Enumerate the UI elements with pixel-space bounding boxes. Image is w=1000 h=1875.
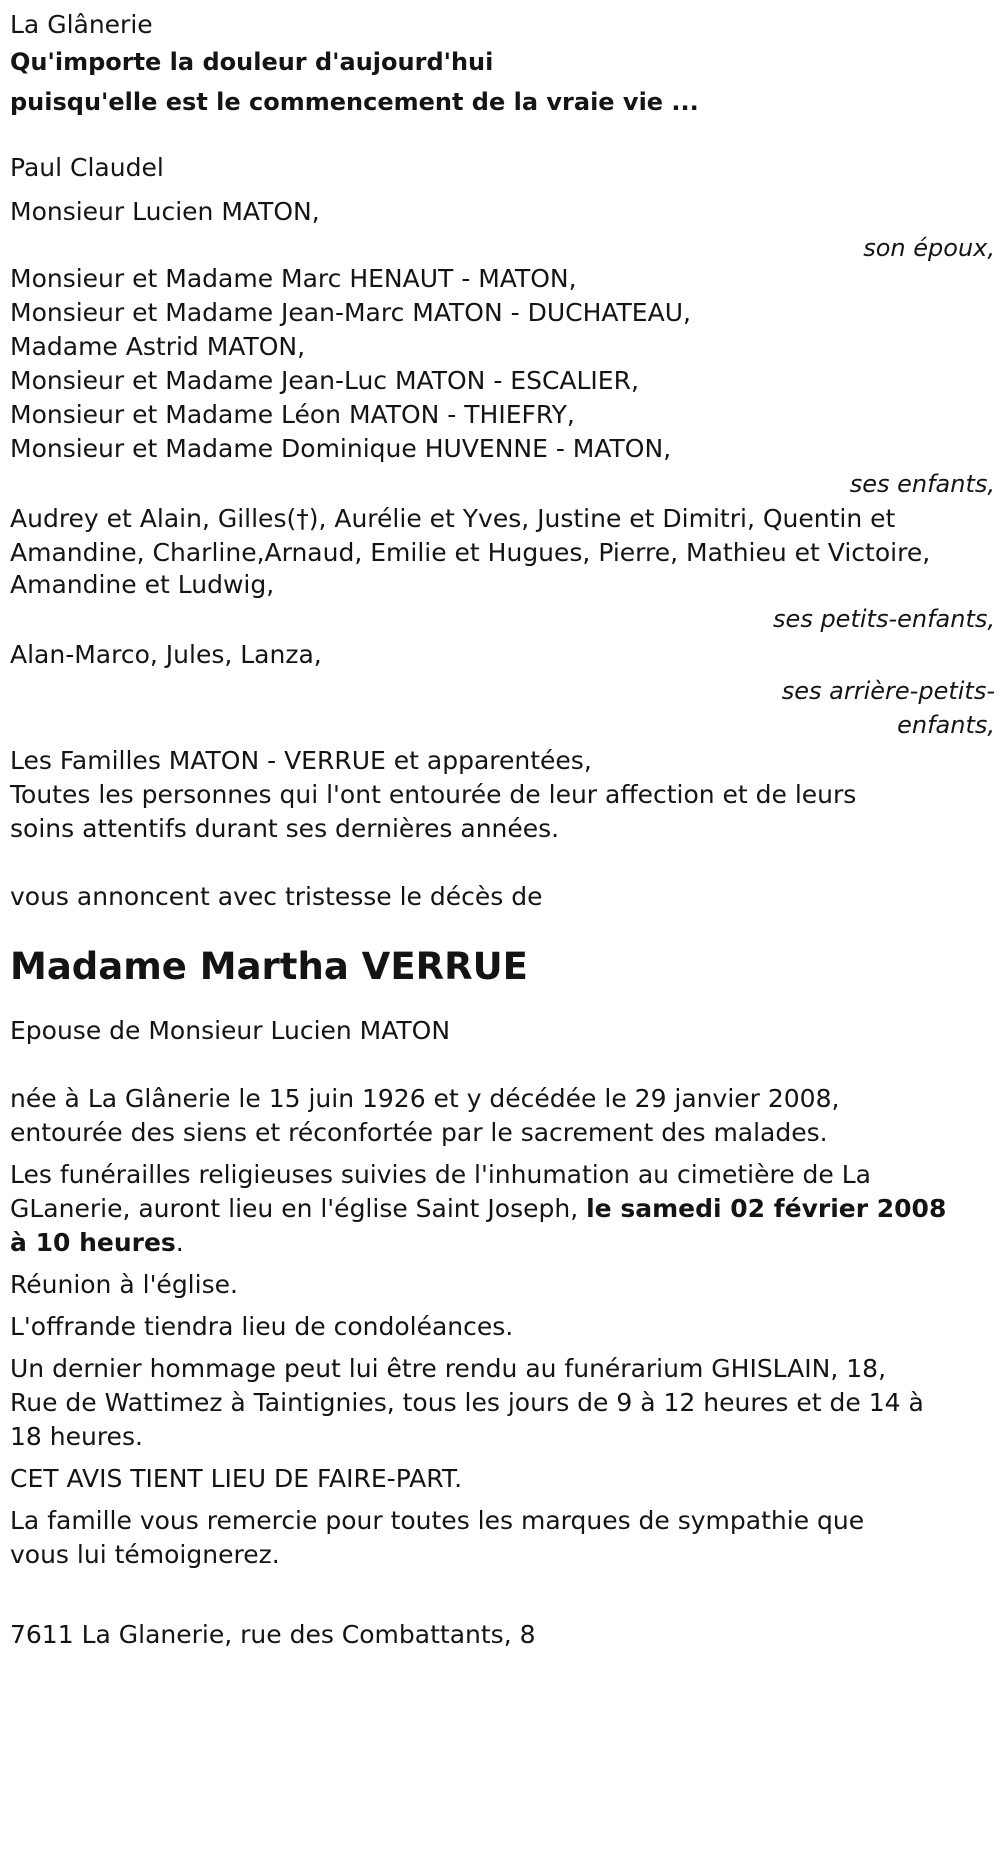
child-entry: Monsieur et Madame Marc HENAUT - MATON, bbox=[10, 264, 577, 293]
child-entry: Madame Astrid MATON, bbox=[10, 332, 306, 361]
funeral-line-2 bbox=[10, 1192, 1000, 1226]
grandchildren-line: Amandine, Charline,Arnaud, Emilie et Hugues, Pierre, Mathieu et Victoire, bbox=[10, 538, 931, 567]
spouse-role: son époux, bbox=[863, 234, 995, 262]
quote-author: Paul Claudel bbox=[10, 153, 164, 182]
birth-death-line-2: entourée des siens et réconfortée par le sacrement des malades. bbox=[10, 1118, 828, 1147]
grandchildren-role: ses petits-enfants, bbox=[773, 605, 995, 633]
address: 7611 La Glanerie, rue des Combattants, 8 bbox=[10, 1620, 536, 1649]
tribute-line-2: Rue de Wattimez à Taintignies, tous les jours de 9 à 12 heures et de 14 à bbox=[10, 1388, 924, 1417]
child-entry: Monsieur et Madame Jean-Luc MATON - ESCALIER, bbox=[10, 366, 639, 395]
faire-part-notice: CET AVIS TIENT LIEU DE FAIRE-PART. bbox=[10, 1464, 463, 1493]
funeral-line-3 bbox=[10, 1226, 1000, 1260]
quote-line-1: Qu'importe la douleur d'aujourd'hui bbox=[10, 48, 494, 76]
announcement-intro: vous annoncent avec tristesse le décès de bbox=[10, 882, 543, 911]
meeting-note: Réunion à l'église. bbox=[10, 1270, 238, 1299]
offering-note: L'offrande tiendra lieu de condoléances. bbox=[10, 1312, 514, 1341]
child-entry: Monsieur et Madame Dominique HUVENNE - MATON, bbox=[10, 434, 672, 463]
grandchildren-line: Audrey et Alain, Gilles(†), Aurélie et Yves, Justine et Dimitri, Quentin et bbox=[10, 504, 896, 533]
spouse-note: Epouse de Monsieur Lucien MATON bbox=[10, 1016, 451, 1045]
grandchildren-list bbox=[10, 502, 1000, 600]
tribute-line-1: Un dernier hommage peut lui être rendu au funérarium GHISLAIN, 18, bbox=[10, 1354, 887, 1383]
others-line-2: soins attentifs durant ses dernières années. bbox=[10, 814, 560, 843]
birth-death-line-1: née à La Glânerie le 15 juin 1926 et y décédée le 29 janvier 2008, bbox=[10, 1084, 840, 1113]
thanks-line-1: La famille vous remercie pour toutes les marques de sympathie que bbox=[10, 1506, 865, 1535]
quote-line-2: puisqu'elle est le commencement de la vraie vie ... bbox=[10, 88, 699, 116]
deceased-name: Madame Martha VERRUE bbox=[10, 945, 528, 988]
grandchildren-line: Amandine et Ludwig, bbox=[10, 570, 275, 599]
place-heading: La Glânerie bbox=[10, 10, 153, 39]
great-grandchildren-role-line-2: enfants, bbox=[897, 711, 995, 739]
great-grandchildren-role-line-1: ses arrière-petits- bbox=[781, 677, 995, 705]
funeral-date: le samedi 02 février 2008 bbox=[586, 1194, 947, 1223]
spouse-name: Monsieur Lucien MATON, bbox=[10, 197, 320, 226]
child-entry: Monsieur et Madame Jean-Marc MATON - DUCHATEAU, bbox=[10, 298, 691, 327]
tribute-line-3: 18 heures. bbox=[10, 1422, 143, 1451]
children-list bbox=[10, 262, 1000, 466]
funeral-period: . bbox=[175, 1228, 184, 1257]
funeral-line-1: Les funérailles religieuses suivies de l'inhumation au cimetière de La bbox=[10, 1160, 871, 1189]
others-line-1: Toutes les personnes qui l'ont entourée de leur affection et de leurs bbox=[10, 780, 857, 809]
funeral-time: à 10 heures bbox=[10, 1228, 176, 1257]
thanks-line-2: vous lui témoignerez. bbox=[10, 1540, 280, 1569]
child-entry: Monsieur et Madame Léon MATON - THIEFRY, bbox=[10, 400, 575, 429]
great-grandchildren-names: Alan-Marco, Jules, Lanza, bbox=[10, 640, 322, 669]
children-role: ses enfants, bbox=[849, 470, 995, 498]
funeral-text: GLanerie, auront lieu en l'église Saint Joseph, bbox=[10, 1194, 587, 1223]
families-line: Les Familles MATON - VERRUE et apparentées, bbox=[10, 746, 592, 775]
